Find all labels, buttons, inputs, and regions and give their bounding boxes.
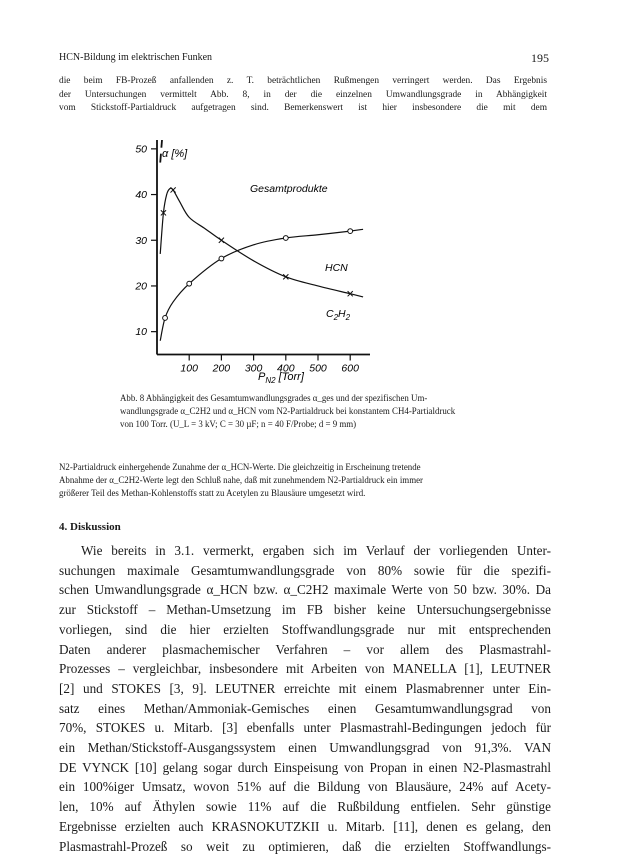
text-line: Prozesses – vergleichbar, insbesondere mit Arbeiten von MANELLA [1], LEUTNER bbox=[59, 661, 551, 677]
x-tick-label: 300 bbox=[244, 362, 263, 375]
text-line: größerer Teil des Methan-Kohlenstoffs statt zu Acetylen zu Blausäure umgesetzt wird. bbox=[59, 488, 366, 498]
x-tick-label: 200 bbox=[212, 362, 231, 375]
text-line: Ergebnisse erzielten auch KRASNOKUTZKII u. Mitarb. [11], denen es gelang, den bbox=[59, 818, 551, 834]
text-line: ein Methan/Stickstoff-Ausgangssystem einen Umwandlungsgrad von 91,3%. VAN bbox=[59, 740, 551, 756]
text-line: Daten anderer plasmachemischer Verfahren – vor allem des Plasmastrahl- bbox=[59, 641, 551, 657]
data-point-c2h2 bbox=[283, 274, 288, 279]
chart-axes bbox=[154, 140, 371, 358]
text-line: die beim FB-Prozeß anfallenden z. T. beträchtlichen Rußmengen verringert werden. Das Ergebnis bbox=[59, 76, 547, 86]
intro-paragraph bbox=[59, 75, 547, 116]
caption-line: wandlungsgrade α_C2H2 und α_HCN vom N2-Partialdruck bei konstantem CH4-Partialdruck bbox=[120, 406, 456, 416]
discussion-body bbox=[59, 541, 551, 856]
text-line: len, 10% auf Äthylen sowie 11% auf die Rußbildung entfielen. Sehr günstige bbox=[59, 799, 551, 815]
text-line: Abnahme der α_C2H2-Werte legt den Schluß nahe, daß mit zunehmendem N2-Partialdruck ein immer bbox=[59, 475, 424, 485]
series-line-gesamtprodukte bbox=[160, 140, 363, 163]
data-point-hcn bbox=[219, 256, 224, 261]
section-heading: 4. Diskussion bbox=[59, 521, 121, 533]
page-number: 195 bbox=[531, 51, 549, 65]
caption-line: Abb. 8 Abhängigkeit des Gesamtumwandlungsgrades α_ges und der spezifischen Um- bbox=[120, 393, 428, 403]
figure-caption bbox=[120, 392, 550, 431]
y-tick-label: 40 bbox=[135, 189, 147, 202]
text-line: vorliegen, sind die hier erzielten Stoffwandlungsgrade nur mit entsprechenden bbox=[59, 621, 551, 637]
y-tick-label: 10 bbox=[135, 326, 147, 339]
running-title: HCN-Bildung im elektrischen Funken bbox=[59, 52, 213, 63]
x-axis-label: $P_{N2}$ [Torr] bbox=[258, 371, 304, 385]
result-paragraph bbox=[59, 461, 549, 500]
x-tick-label: 400 bbox=[277, 362, 295, 375]
text-line: suchungen maximale Gesamtumwandlungsgrade von 80% sowie für die spezifi- bbox=[59, 562, 551, 578]
y-tick-label: 50 bbox=[135, 143, 147, 156]
x-tick-label: 500 bbox=[309, 362, 327, 375]
figure-8-chart bbox=[100, 140, 370, 392]
data-point-hcn bbox=[348, 229, 353, 234]
text-line: [2] und STOKES [3, 9]. LEUTNER erreichte mit einem Plasmabrenner unter Ein- bbox=[59, 680, 551, 696]
y-tick-label: 30 bbox=[135, 234, 147, 247]
text-line: DE VYNCK [10] gelang sogar durch Einspeisung von Propan in einen N2-Plasmastrahl bbox=[59, 759, 551, 775]
curve-label-c2h2: $C_2H_2$ bbox=[326, 308, 351, 322]
x-axis-ticks bbox=[180, 355, 359, 375]
curve-label-hcn: HCN bbox=[325, 262, 348, 274]
data-point-hcn bbox=[283, 236, 288, 241]
y-axis-ticks bbox=[134, 140, 157, 338]
data-point-c2h2 bbox=[219, 238, 224, 243]
chart-markers bbox=[161, 187, 353, 320]
text-line: schen Umwandlungsgrade α_HCN bzw. α_C2H2 maximale Werte von 50 bzw. 30%. Da bbox=[59, 582, 551, 598]
data-point-hcn bbox=[163, 316, 168, 321]
y-tick-label: 20 bbox=[135, 280, 147, 293]
text-line: Plasmastrahl-Prozeß so weit zu optimieren, daß die erzielten Stoffwandlungs- bbox=[59, 838, 551, 854]
text-line: vom Stickstoff-Partialdruck aufgetragen sind. Bemerkenswert ist hier insbesondere die mit dem bbox=[59, 103, 547, 114]
text-line: Wie bereits in 3.1. vermerkt, ergaben sich im Verlauf der vorliegenden Unter- bbox=[81, 543, 551, 558]
text-line: N2-Partialdruck einhergehende Zunahme der α_HCN-Werte. Die gleichzeitig in Erscheinung tretende bbox=[59, 462, 421, 472]
x-tick-label: 600 bbox=[341, 362, 359, 375]
x-tick-label: 100 bbox=[180, 362, 198, 375]
text-line: satz eines Methan/Ammoniak-Gemisches einen Gesamtumwandlungsgrad von bbox=[59, 700, 551, 716]
text-line: zur Stickstoff – Methan-Umsetzung im FB bisher keine Untersuchungsergebnisse bbox=[59, 602, 551, 618]
y-axis-label: α [%] bbox=[162, 148, 188, 160]
text-line: ein 100%iger Umsatz, wovon 51% auf die Bildung von Blausäure, 24% auf Acety- bbox=[59, 779, 551, 795]
data-point-hcn bbox=[187, 281, 192, 286]
text-line: 70%, STOKES u. Mitarb. [3] ebenfalls unter Plasmastrahl-Bedingungen jedoch für bbox=[59, 720, 551, 736]
data-point-c2h2 bbox=[171, 187, 176, 192]
text-line: der Untersuchungen vermittelt Abb. 8, in der die einzelnen Umwandlungsgrade in Abhängigkeit bbox=[59, 89, 547, 100]
curve-label-gesamtprodukte: Gesamtprodukte bbox=[250, 183, 328, 195]
caption-line: von 100 Torr. (U_L = 3 kV; C = 30 µF; n = 40 F/Probe; d = 9 mm) bbox=[120, 419, 357, 429]
